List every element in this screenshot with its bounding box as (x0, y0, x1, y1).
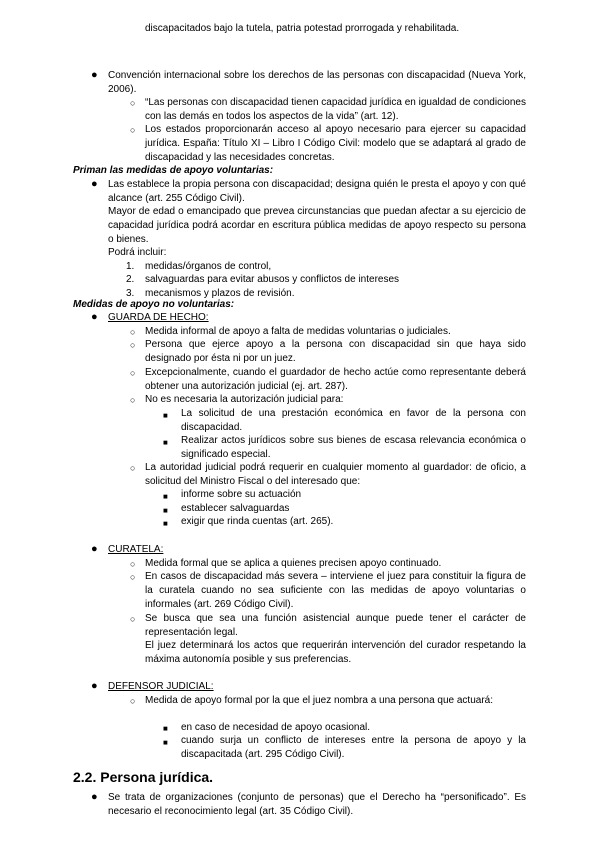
guarda-sub-4: No es necesaria la autorización judicial para: (145, 394, 344, 405)
circle-bullet-icon: ○ (130, 125, 136, 135)
guarda-sub-3: Excepcionalmente, cuando el guardador de hecho actúe como representante deberá obtener una autorización judicial (ej. art. 287). (145, 367, 526, 392)
bullet-icon: ● (91, 791, 98, 803)
numbered-num: 2. (126, 274, 135, 285)
priman-paragraph: Mayor de edad o emancipado que prevea circunstancias que puedan afectar a su ejercicio de capacidad jurídica podrá acordar en escritura pública medidas de apoyo respecto su persona o bienes. (108, 206, 526, 245)
defensor-sub-1: Medida de apoyo formal por la que el juez nombra a una persona que actuará: (145, 695, 494, 706)
square-bullet-icon: ■ (163, 738, 168, 747)
circle-bullet-icon: ○ (130, 395, 136, 405)
guarda-sub-5-a: informe sobre su actuación (181, 489, 302, 500)
guarda-sub-4-b: Realizar actos jurídicos sobre sus bienes de escasa relevancia económica o significado especial. (181, 435, 526, 460)
square-bullet-icon: ■ (163, 724, 168, 733)
defensor-sub-1-b: cuando surja un conflicto de intereses entre la persona de apoyo y la discapacitada (art. 295 Código Civil). (181, 735, 526, 760)
circle-bullet-icon: ○ (130, 368, 136, 378)
curatela-sub-2: En casos de discapacidad más severa – interviene el juez para constituir la figura de la curatela cuando no sea suficiente con las medidas de apoyo voluntarias o informales (art. 269 Código Civil). (145, 571, 526, 610)
convencion-sub-1: “Las personas con discapacidad tienen capacidad jurídica en igualdad de condiciones con las demás en todos los aspectos de la vida” (art. 12). (145, 97, 526, 122)
circle-bullet-icon: ○ (130, 340, 136, 350)
numbered-item: salvaguardas para evitar abusos y conflictos de intereses (145, 274, 400, 285)
numbered-item: medidas/órganos de control, (145, 261, 272, 272)
square-bullet-icon: ■ (163, 411, 168, 420)
square-bullet-icon: ■ (163, 438, 168, 447)
continuation-line: discapacitados bajo la tutela, patria potestad prorrogada y rehabilitada. (145, 23, 460, 34)
square-bullet-icon: ■ (163, 492, 168, 501)
circle-bullet-icon: ○ (130, 572, 136, 582)
bullet-icon: ● (91, 680, 98, 692)
guarda-sub-5: La autoridad judicial podrá requerir en cualquier momento al guardador: de oficio, a solicitud del Ministro Fiscal o del interesado que: (145, 462, 526, 487)
bullet-icon: ● (91, 178, 98, 190)
numbered-num: 1. (126, 261, 135, 272)
guarda-sub-1: Medida informal de apoyo a falta de medidas voluntarias o judiciales. (145, 326, 451, 337)
guarda-sub-2: Persona que ejerce apoyo a la persona con discapacidad sin que haya sido designado por ésta ni por un juez. (145, 339, 526, 364)
numbered-num: 3. (126, 288, 135, 299)
circle-bullet-icon: ○ (130, 614, 136, 624)
guarda-sub-5-c: exigir que rinda cuentas (art. 265). (181, 516, 334, 527)
curatela-sub-3: Se busca que sea una función asistencial aunque puede tener el carácter de representación legal. (145, 613, 526, 638)
square-bullet-icon: ■ (163, 519, 168, 528)
heading-no-voluntarias: Medidas de apoyo no voluntarias: (73, 299, 235, 310)
bullet-icon: ● (91, 543, 98, 555)
numbered-item: mecanismos y plazos de revisión. (145, 288, 295, 299)
curatela-sub-3-paragraph: El juez determinará los actos que requerirán intervención del curador respetando la máxima autonomía posible y sus preferencias. (145, 640, 526, 665)
bullet-icon: ● (91, 311, 98, 323)
circle-bullet-icon: ○ (130, 463, 136, 473)
defensor-title: DEFENSOR JUDICIAL: (108, 681, 214, 692)
circle-bullet-icon: ○ (130, 327, 136, 337)
convencion-item: Convención internacional sobre los derechos de las personas con discapacidad (Nueva York, 2006). (108, 70, 526, 95)
defensor-sub-1-a: en caso de necesidad de apoyo ocasional. (181, 722, 371, 733)
guarda-sub-4-a: La solicitud de una prestación económica en favor de la persona con discapacidad. (181, 408, 526, 433)
guarda-sub-5-b: establecer salvaguardas (181, 503, 290, 514)
persona-juridica-item: Se trata de organizaciones (conjunto de personas) que el Derecho ha “personificado”. Es necesario el reconocimiento legal (art. 35 Código Civil). (108, 792, 526, 817)
priman-item: Las establece la propia persona con discapacidad; designa quién le presta el apoyo y con qué alcance (art. 255 Código Civil). (108, 179, 526, 204)
section-heading: 2.2. Persona jurídica. (73, 769, 214, 785)
podra-incluir: Podrá incluir: (108, 247, 167, 258)
circle-bullet-icon: ○ (130, 98, 136, 108)
square-bullet-icon: ■ (163, 506, 168, 515)
convencion-sub-2: Los estados proporcionarán acceso al apoyo necesario para ejercer su capacidad jurídica. España: Título XI – Libro I Código Civil: modelo que se adaptará al grado de discapacidad y las necesidades concretas. (145, 124, 526, 163)
curatela-title: CURATELA: (108, 544, 164, 555)
heading-voluntarias: Priman las medidas de apoyo voluntarias: (73, 165, 274, 176)
circle-bullet-icon: ○ (130, 559, 136, 569)
guarda-title: GUARDA DE HECHO: (108, 312, 209, 323)
curatela-sub-1: Medida formal que se aplica a quienes precisen apoyo continuado. (145, 558, 442, 569)
bullet-icon: ● (91, 69, 98, 81)
circle-bullet-icon: ○ (130, 696, 136, 706)
